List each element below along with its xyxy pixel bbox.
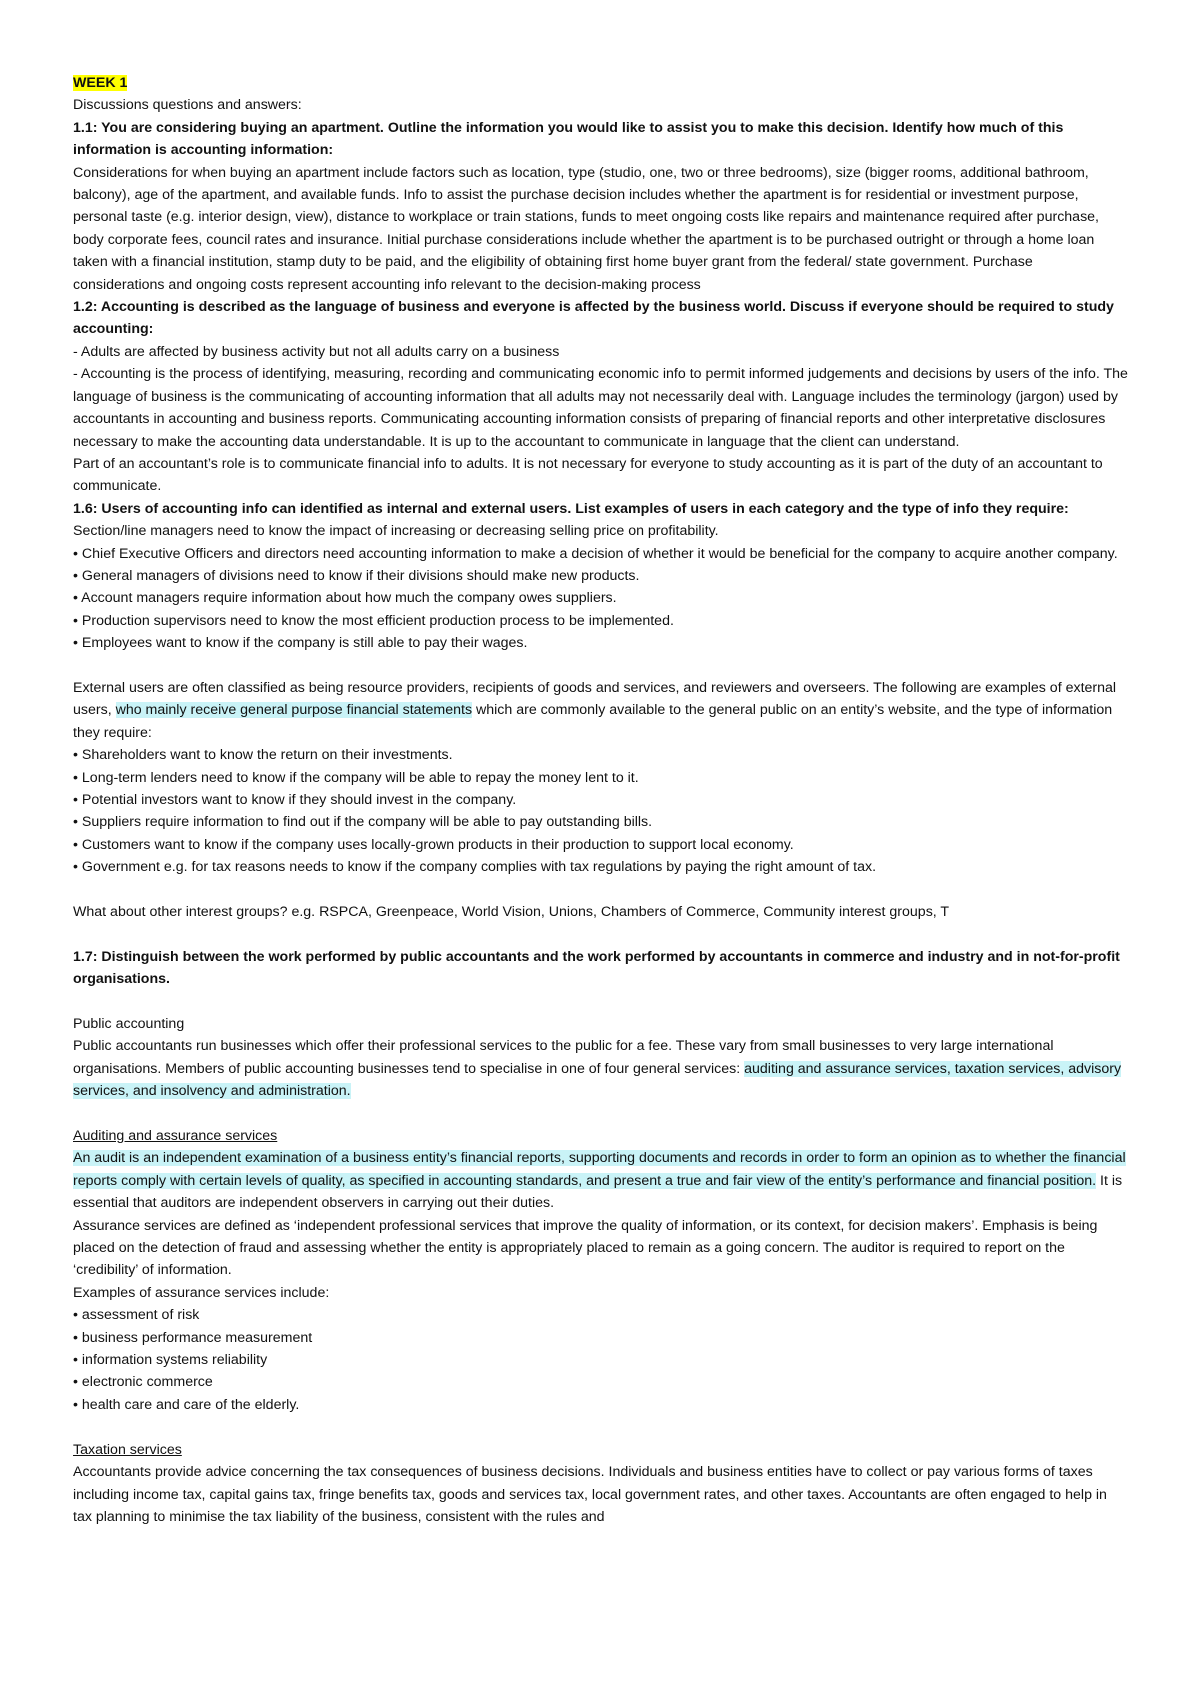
question-1-1-heading: 1.1: You are considering buying an apartment. Outline the information you would like to assist you to make this decision. Identify how much of this information is accounting information:: [73, 119, 1064, 159]
internal-user-item: • Production supervisors need to know the most efficient production process to be implemented.: [73, 612, 674, 629]
question-1-2-heading: 1.2: Accounting is described as the language of business and everyone is affected by the business world. Discuss if everyone should be required to study accounting:: [73, 299, 1114, 338]
public-accounting-title: Public accounting: [73, 1016, 185, 1032]
external-user-item: • Government e.g. for tax reasons needs to know if the company complies with tax regulations by paying the right amount of tax.: [73, 859, 877, 876]
external-user-item: • Customers want to know if the company uses locally-grown products in their production to support local economy.: [73, 836, 794, 853]
internal-users-lead: Section/line managers need to know the impact of increasing or decreasing selling price on profitability.: [73, 523, 719, 540]
internal-user-item: • Chief Executive Officers and directors need accounting information to make a decision of whether it would be beneficial for the company to acquire another company.: [73, 545, 1118, 562]
question-1-2-point: - Adults are affected by business activity but not all adults carry on a business: [73, 343, 560, 360]
question-1-2-point: - Accounting is the process of identifying, measuring, recording and communicating economic info to permit informed judgements and decisions by users of the info. The language of business is the communicating of accounting information that all adults may not necessarily deal with. Language includes the terminology (jargon) used by accountants in accounting and business reports. Communicating accounting information consists of preparing of financial reports and other interpretative disclosures necessary to make the accounting data understandable. It is up to the accountant to communicate in language that the client can understand.: [73, 366, 1128, 450]
week-label: WEEK 1: [73, 75, 128, 91]
other-interest-groups: What about other interest groups? e.g. RSPCA, Greenpeace, World Vision, Unions, Chambers of Commerce, Community interest groups, T: [73, 904, 950, 920]
assurance-examples-intro: Examples of assurance services include:: [73, 1284, 330, 1301]
assurance-example-item: • electronic commerce: [73, 1374, 213, 1391]
taxation-text: Accountants provide advice concerning the tax consequences of business decisions. Individuals and business entities have to collect or pay various forms of taxes including income tax, capital gains tax, fringe benefits tax, goods and services tax, local government rates, and other taxes. Accountants are often engaged to help in tax planning to minimise the tax liability of the business, consistent with the rules and: [73, 1464, 1107, 1525]
assurance-example-item: • business performance measurement: [73, 1329, 313, 1346]
external-user-item: • Suppliers require information to find out if the company will be able to pay outstanding bills.: [73, 814, 653, 831]
question-1-1-answer: Considerations for when buying an apartment include factors such as location, type (studio, one, two or three bedrooms), size (bigger rooms, additional bathroom, balcony), age of the apartment, and available funds. Info to assist the purchase decision includes whether the apartment is for residential or investment purpose, personal taste (e.g. interior design, view), distance to workplace or train stations, funds to meet ongoing costs like repairs and maintenance required after purchase, body corporate fees, council rates and insurance. Initial purchase considerations include whether the apartment is to be purchased outright or through a home loan taken with a financial institution, stamp duty to be paid, and the eligibility of obtaining first home buyer grant from the federal/ state government. Purchase considerations and ongoing costs represent accounting info relevant to the decision-making process: [73, 164, 1099, 293]
public-accounting-text: Public accountants run businesses which offer their professional services to the public for a fee. These vary from small businesses to very large international organisations. Members of public accounting businesses tend to specialise in one of four general services: auditing and assurance services, taxation services, advisory services, and insolvency and administration.: [73, 1038, 1122, 1100]
question-1-2-conclusion: Part of an accountant’s role is to communicate financial info to adults. It is not necessary for everyone to study accounting as it is part of the duty of an accountant to communicate.: [73, 455, 1103, 495]
assurance-example-item: • assessment of risk: [73, 1307, 200, 1324]
taxation-section-title: Taxation services: [73, 1441, 182, 1458]
highlight: An audit is an independent examination of a business entity’s financial reports, supporting documents and records in order to form an opinion as to whether the financial reports comply with certain levels of quality, as specified in accounting standards, and present a true and fair view of the entity’s performance and financial position.: [73, 1150, 1126, 1189]
audit-definition: An audit is an independent examination of a business entity’s financial reports, supporting documents and records in order to form an opinion as to whether the financial reports comply with certain levels of quality, as specified in accounting standards, and present a true and fair view of the entity’s performance and financial position. It is essential that auditors are independent observers in carrying out their duties.: [73, 1150, 1126, 1212]
external-user-item: • Long-term lenders need to know if the company will be able to repay the money lent to it.: [73, 769, 639, 786]
subtitle: Discussions questions and answers:: [73, 97, 302, 114]
auditing-section-title: Auditing and assurance services: [73, 1128, 278, 1145]
assurance-example-item: • health care and care of the elderly.: [73, 1396, 300, 1413]
internal-user-item: • Account managers require information about how much the company owes suppliers.: [73, 590, 617, 607]
internal-user-item: • Employees want to know if the company is still able to pay their wages.: [73, 635, 528, 652]
external-user-item: • Potential investors want to know if they should invest in the company.: [73, 791, 517, 808]
external-users-intro: External users are often classified as being resource providers, recipients of goods and services, and reviewers and overseers. The following are examples of external users, who mainly receive general purpose financial statements which are commonly available to the general public on an entity’s website, and the type of information they require:: [73, 679, 1117, 741]
assurance-definition: Assurance services are defined as ‘independent professional services that improve the quality of information, or its context, for decision makers’. Emphasis is being placed on the detection of fraud and assessing whether the entity is appropriately placed to remain as a going concern. The auditor is required to report on the ‘credibility’ of information.: [73, 1217, 1098, 1279]
question-1-7-heading: 1.7: Distinguish between the work performed by public accountants and the work performed by accountants in commerce and industry and in not-for-profit organisations.: [73, 948, 1120, 988]
highlight: who mainly receive general purpose financial statements: [115, 702, 473, 719]
assurance-example-item: • information systems reliability: [73, 1352, 268, 1369]
week-heading: [73, 72, 1128, 94]
highlight: auditing and assurance services, taxation services, advisory services, and insolvency and administration.: [73, 1060, 1122, 1100]
question-1-6-heading: 1.6: Users of accounting info can identified as internal and external users. List examples of users in each category and the type of info they require:: [73, 500, 1069, 517]
external-user-item: • Shareholders want to know the return on their investments.: [73, 747, 453, 764]
internal-user-item: • General managers of divisions need to know if their divisions should make new products.: [73, 567, 640, 584]
